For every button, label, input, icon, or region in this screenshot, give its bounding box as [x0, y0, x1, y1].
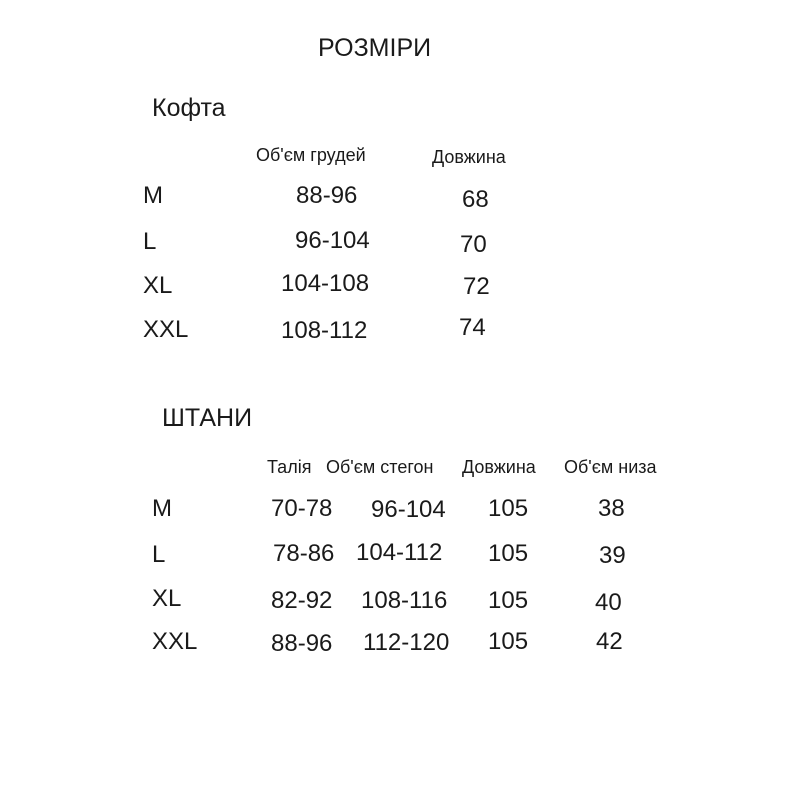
pants-size-xxl: XXL	[152, 628, 198, 655]
pants-size-m: M	[152, 495, 172, 522]
page-title: РОЗМІРИ	[318, 34, 432, 62]
pants-header-bottom: Об'єм низа	[564, 457, 657, 477]
pants-bottom-m: 38	[598, 495, 625, 522]
pants-length-m: 105	[488, 495, 529, 522]
jacket-chest-m: 88-96	[296, 182, 358, 209]
jacket-length-l: 70	[460, 231, 487, 258]
jacket-length-xl: 72	[463, 273, 490, 300]
pants-waist-xl: 82-92	[271, 587, 333, 614]
pants-waist-m: 70-78	[271, 495, 333, 522]
pants-length-xxl: 105	[488, 628, 529, 655]
jacket-chest-xl: 104-108	[281, 270, 370, 297]
pants-length-xl: 105	[488, 587, 529, 614]
jacket-header-length: Довжина	[432, 147, 506, 167]
pants-size-l: L	[152, 541, 166, 568]
jacket-length-m: 68	[462, 186, 489, 213]
pants-bottom-l: 39	[599, 542, 626, 569]
jacket-header-chest: Об'єм грудей	[256, 145, 366, 165]
jacket-size-xl: XL	[143, 272, 173, 299]
pants-section-title: ШТАНИ	[162, 404, 253, 432]
pants-size-xl: XL	[152, 585, 182, 612]
pants-length-l: 105	[488, 540, 529, 567]
pants-hips-xxl: 112-120	[363, 629, 450, 656]
pants-hips-xl: 108-116	[361, 587, 448, 614]
jacket-chest-xxl: 108-112	[281, 317, 368, 344]
jacket-section-title: Кофта	[152, 94, 226, 122]
jacket-size-m: M	[143, 182, 163, 209]
pants-bottom-xl: 40	[595, 589, 622, 616]
pants-hips-m: 96-104	[371, 496, 446, 523]
pants-header-hips: Об'єм стегон	[326, 457, 434, 477]
jacket-size-l: L	[143, 228, 157, 255]
pants-waist-l: 78-86	[273, 540, 335, 567]
pants-header-waist: Талія	[267, 457, 312, 477]
pants-header-length: Довжина	[462, 457, 536, 477]
jacket-length-xxl: 74	[459, 314, 486, 341]
pants-bottom-xxl: 42	[596, 628, 623, 655]
pants-hips-l: 104-112	[356, 539, 443, 566]
pants-waist-xxl: 88-96	[271, 630, 333, 657]
jacket-chest-l: 96-104	[295, 227, 370, 254]
jacket-size-xxl: XXL	[143, 316, 189, 343]
